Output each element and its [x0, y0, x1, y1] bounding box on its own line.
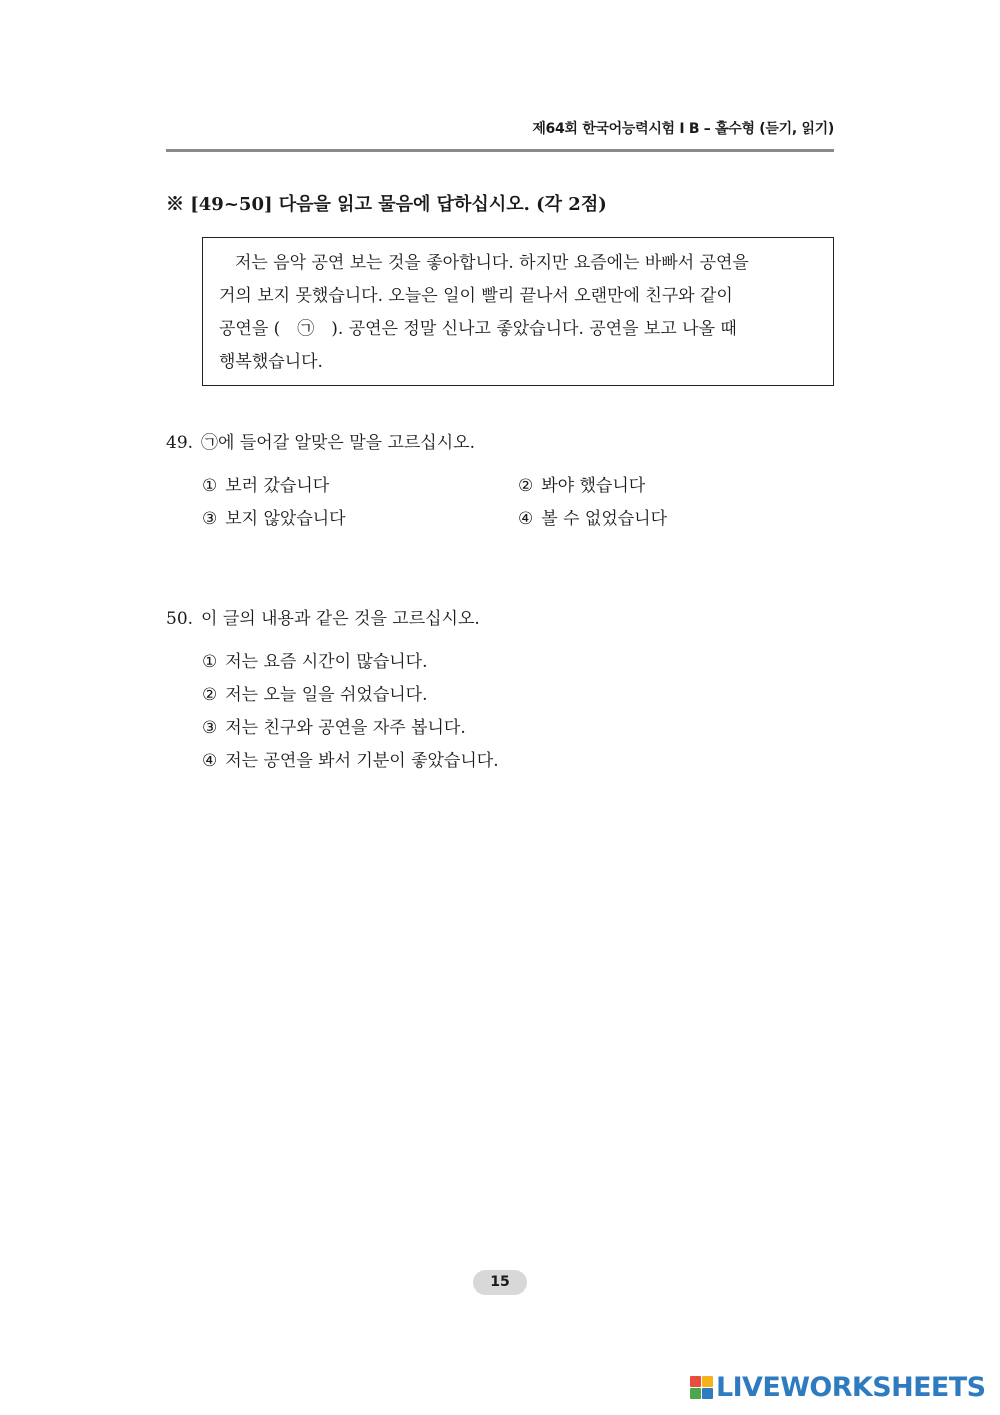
section-instruction: ※ [49~50] 다음을 읽고 물음에 답하십시오. (각 2점) [166, 194, 607, 215]
choice-mark: ② [518, 476, 534, 496]
q50-choice-2[interactable] [202, 680, 428, 705]
q49-choice-4[interactable] [518, 504, 667, 529]
passage-line [219, 280, 817, 313]
choice-text: 봐야 했습니다 [541, 476, 646, 496]
question-text: ㉠에 들어갈 알맞은 말을 고르십시오. [201, 433, 475, 453]
q49-choice-3[interactable] [202, 504, 346, 529]
q49-choice-1[interactable] [202, 471, 329, 496]
choice-text: 보지 않았습니다 [225, 509, 346, 529]
q49-choice-2[interactable] [518, 471, 645, 496]
question-50-title [166, 604, 480, 629]
passage-line-text: 거의 보지 못했습니다. 오늘은 일이 빨리 끝나서 오랜만에 친구와 같이 [219, 286, 733, 306]
choice-mark: ① [202, 476, 218, 496]
liveworksheets-brand[interactable] [690, 1372, 985, 1403]
passage-line [219, 247, 817, 280]
page-number-badge: 15 [473, 1270, 527, 1295]
logo-tile [690, 1376, 701, 1387]
passage-line [219, 313, 817, 346]
passage-line-text: 저는 음악 공연 보는 것을 좋아합니다. 하지만 요즘에는 바빠서 공연을 [235, 253, 749, 273]
question-number: 50. [166, 609, 194, 629]
liveworksheets-logo-icon [690, 1376, 713, 1399]
choice-text: 저는 요즘 시간이 많습니다. [225, 652, 428, 672]
brand-wordmark: LIVEWORKSHEETS [716, 1372, 986, 1403]
choice-mark: ② [202, 685, 218, 705]
choice-text: 볼 수 없었습니다 [541, 509, 668, 529]
choice-mark: ④ [202, 751, 218, 771]
passage-line [219, 346, 817, 379]
choice-mark: ④ [518, 509, 534, 529]
logo-tile [702, 1388, 713, 1399]
choice-mark: ③ [202, 718, 218, 738]
logo-tile [690, 1388, 701, 1399]
exam-header-title: 제64회 한국어능력시험 I B – 홀수형 (듣기, 읽기) [532, 121, 834, 137]
question-text: 이 글의 내용과 같은 것을 고르십시오. [201, 609, 480, 629]
q50-choice-4[interactable] [202, 746, 499, 771]
question-number: 49. [166, 433, 194, 453]
question-49-title [166, 428, 475, 453]
choice-mark: ③ [202, 509, 218, 529]
passage-line-text: 행복했습니다. [219, 352, 323, 372]
q50-choice-1[interactable] [202, 647, 428, 672]
choice-text: 저는 오늘 일을 쉬었습니다. [225, 685, 428, 705]
header-divider [166, 149, 834, 152]
choice-text: 저는 공연을 봐서 기분이 좋았습니다. [225, 751, 499, 771]
passage-line-text: 공연을 ( ㉠ ). 공연은 정말 신나고 좋았습니다. 공연을 보고 나올 때 [219, 319, 737, 339]
q50-choice-3[interactable] [202, 713, 466, 738]
choice-text: 보러 갔습니다 [225, 476, 330, 496]
choice-mark: ① [202, 652, 218, 672]
choice-text: 저는 친구와 공연을 자주 봅니다. [225, 718, 466, 738]
logo-tile [702, 1376, 713, 1387]
reading-passage-box [202, 237, 834, 386]
